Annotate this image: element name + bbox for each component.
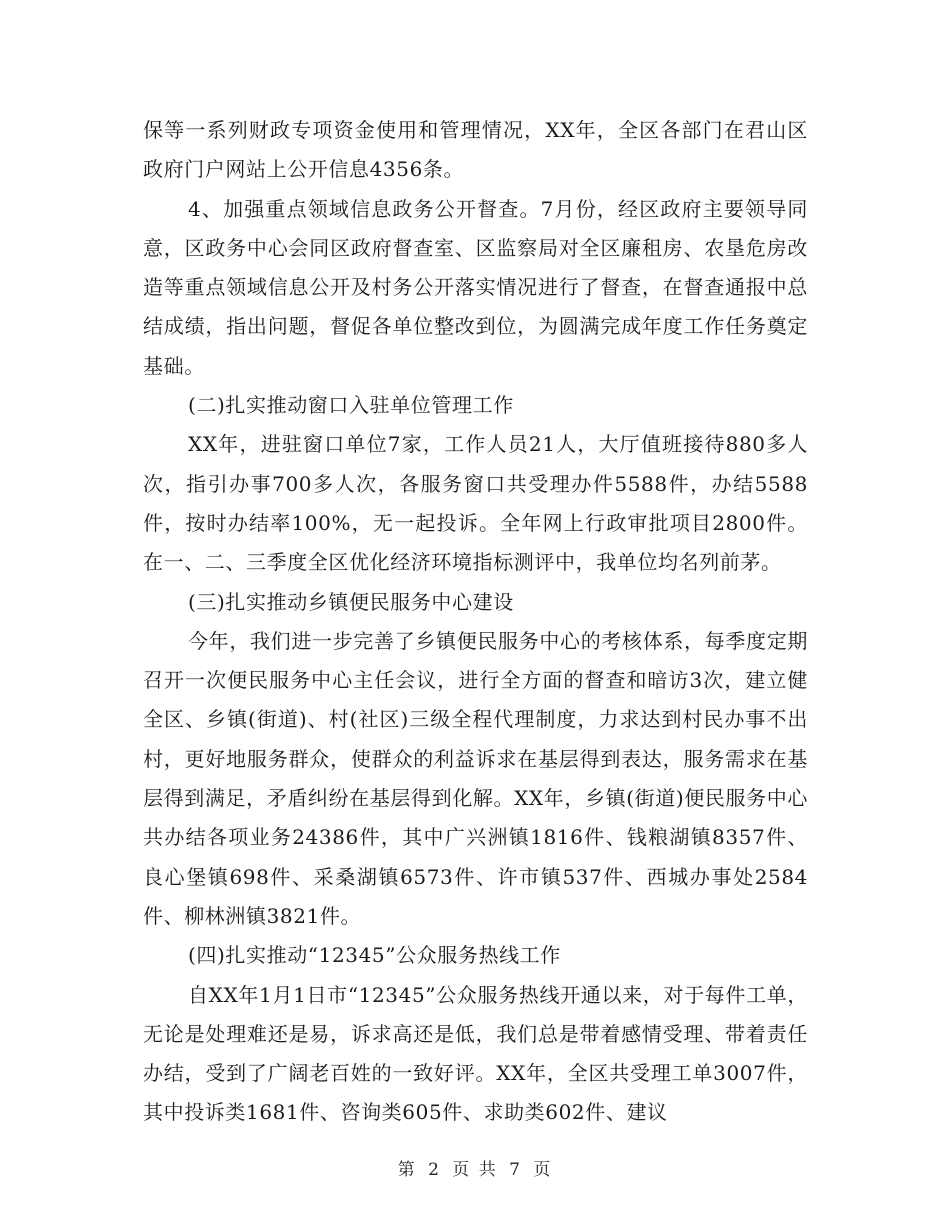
document-body [143, 111, 808, 1133]
paragraph: 保等一系列财政专项资金使用和管理情况，XX年，全区各部门在君山区政府门户网站上公开信息4356条。 [143, 118, 808, 182]
section-heading: (三)扎实推动乡镇便民服务中心建设 [188, 589, 514, 614]
paragraph: 自XX年1月1日市“12345”公众服务热线开通以来，对于每件工单，无论是处理难还是易，诉求高还是低，我们总是带着感情受理、带着责任办结，受到了广阔老百姓的一致好评。XX年，全区共受理工单3007件，其中投诉类1681件、咨询类605件、求助类602件、建议 [143, 982, 808, 1125]
paragraph: 今年，我们进一步完善了乡镇便民服务中心的考核体系，每季度定期召开一次便民服务中心主任会议，进行全方面的督查和暗访3次，建立健全区、乡镇(街道)、村(社区)三级全程代理制度，力求达到村民办事不出村，更好地服务群众，使群众的利益诉求在基层得到表达，服务需求在基层得到满足，矛盾纠纷在基层得到化解。XX年，乡镇(街道)便民服务中心共办结各项业务24386件，其中广兴洲镇1816件、钱粮湖镇8357件、良心堡镇698件、采桑湖镇6573件、许市镇537件、西城办事处2584件、柳林洲镇3821件。 [143, 628, 808, 928]
footer-suffix: 页 [533, 1160, 553, 1180]
footer-prefix: 第 [397, 1160, 417, 1180]
footer-mid: 页 共 [452, 1160, 498, 1180]
current-page-number: 2 [428, 1160, 441, 1180]
paragraph: 4、加强重点领域信息政务公开督查。7月份，经区政府主要领导同意，区政务中心会同区政府督查室、区监察局对全区廉租房、农垦危房改造等重点领域信息公开及村务公开落实情况进行了督查，在督查通报中总结成绩，指出问题，督促各单位整改到位，为圆满完成年度工作任务奠定基础。 [143, 196, 808, 378]
total-pages-number: 7 [509, 1160, 522, 1180]
section-heading: (四)扎实推动“12345”公众服务热线工作 [188, 943, 561, 968]
page-footer [0, 1155, 950, 1180]
section-heading: (二)扎实推动窗口入驻单位管理工作 [188, 393, 514, 418]
paragraph: XX年，进驻窗口单位7家，工作人员21人，大厅值班接待880多人次，指引办事700多人次，各服务窗口共受理办件5588件，办结5588件，按时办结率100%，无一起投诉。全年网上行政审批项目2800件。在一、二、三季度全区优化经济环境指标测评中，我单位均名列前茅。 [143, 432, 808, 575]
